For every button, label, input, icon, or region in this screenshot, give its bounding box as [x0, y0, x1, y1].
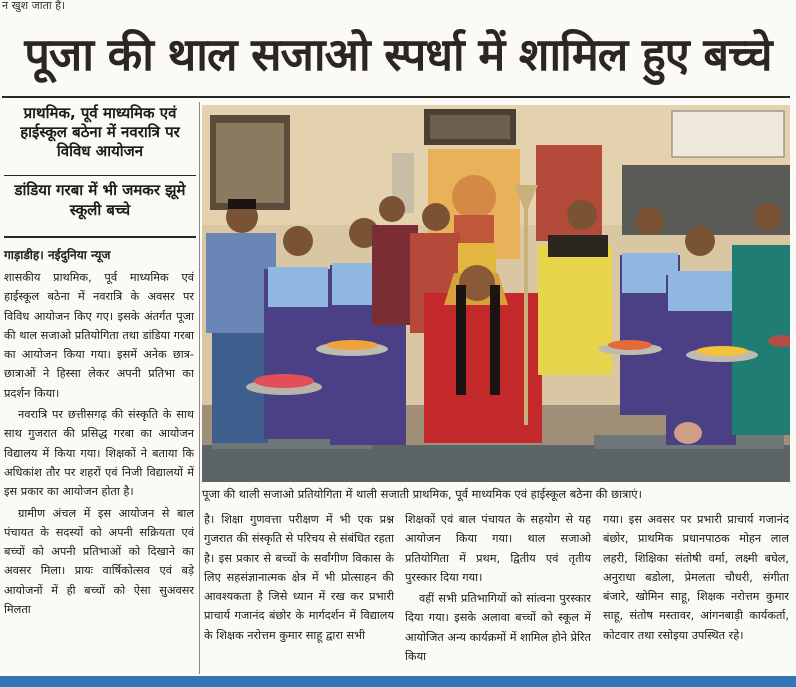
- subheading-divider: [4, 175, 196, 176]
- subheading-secondary: डांडिया गरबा में भी जमकर झूमे स्कूली बच्चे: [14, 181, 186, 219]
- article-column-1: [4, 268, 194, 676]
- paragraph: शिक्षकों एवं बाल पंचायत के सहयोग से यह आयोजन किया गया। थाल सजाओ प्रतियोगिता में प्रथम, द्वितीय एवं तृतीय पुरस्कार दिया गया।: [405, 513, 591, 584]
- photo-caption: पूजा की थाली सजाओ प्रतियोगिता में थाली सजाती प्राथमिक, पूर्व माध्यमिक एवं हाईस्कूल बठेना की छात्राएं।: [202, 487, 642, 501]
- paragraph: है। शिक्षा गुणवत्ता परीक्षण में भी एक प्रश्न गुजरात की संस्कृति से परिचय से संबंधित रहता है। इस प्रकार से बच्चों के सर्वांगीण विकास के लिए सहसंज्ञानात्मक क्षेत्र में भी प्रोत्साहन की आवश्यकता है जिसे ध्यान में रख कर प्रभारी प्राचार्य गजानंद बंछोर के मार्गदर्शन में विद्यालय के शिक्षक नरोत्तम कुमार साहू द्वारा सभी: [204, 513, 394, 642]
- article-column-2: [204, 510, 394, 670]
- photo-illustration: [202, 105, 790, 482]
- paragraph: वहीं सभी प्रतिभागियों को सांत्वना पुरस्कार दिया गया। इसके अलावा बच्चों को स्कूल में आयोजित अन्य कार्यक्रमों में शामिल होने प्रेरित किया: [405, 592, 591, 664]
- headline: पूजा की थाल सजाओ स्पर्धा में शामिल हुए बच्चे: [24, 28, 772, 81]
- dateline-divider: [4, 236, 196, 238]
- headline-rule: [2, 96, 790, 98]
- paragraph: नवरात्रि पर छत्तीसगढ़ की संस्कृति के साथ साथ गुजरात की प्रसिद्ध गरबा का आयोजन विद्यालय में किया गया। शिक्षकों ने बताया कि अधिकांश तौर पर शहरों एवं निजी विद्यालयों में इस प्रकार का आयोजन होता है।: [4, 408, 194, 499]
- paragraph: गया। इस अवसर पर प्रभारी प्राचार्य गजानंद बंछोर, प्राथमिक प्रधानपाठक मोहन लाल लहरी, शिक्षिका संतोषी वर्मा, लक्ष्मी बघेल, अनुराधा बडोला, प्रेमलता चौधरी, संगीता बंजारे, खोमिन साहू, शिक्षक नरोत्तम कुमार साहू, संतोष मस्तावर, आंगनबाड़ी कार्यकर्ता, कोटवार तथा रसोइया उपस्थित रहे।: [603, 513, 789, 642]
- column-divider: [199, 102, 200, 674]
- article-column-4: [603, 510, 789, 670]
- bottom-color-strip: [0, 676, 796, 687]
- top-strip-text: न खुश जाता है।: [2, 0, 66, 12]
- paragraph: ग्रामीण अंचल में इस आयोजन से बाल पंचायत के सदस्यों को अपनी सक्रियता एवं बच्चों को अपनी प्रतिभाओं को दिखाने का अवसर मिला। प्रायः वार्षिकोत्सव एवं बड़े आयोजनों में ही बच्चों को ऐसा सुअवसर मिलता: [4, 506, 194, 617]
- article-column-3: [405, 510, 591, 670]
- dateline: गाड़ाडीह। नईदुनिया न्यूज: [4, 248, 111, 262]
- subheading-primary: प्राथमिक, पूर्व माध्यमिक एवं हाईस्कूल बठेना में नवरात्रि पर विविध आयोजन: [20, 104, 180, 160]
- paragraph: शासकीय प्राथमिक, पूर्व माध्यमिक एवं हाईस्कूल बठेना में नवरात्रि के अवसर पर विविध आयोजन किए गए। इसके अंतर्गत पूजा की थाल सजाओ प्रतियोगिता तथा डांडिया गरबा का आयोजन किया गया। इसमें अनेक छात्र-छात्राओं ने हिस्सा लेकर अपनी प्रतिभा का प्रदर्शन किया।: [4, 271, 194, 400]
- news-photo: [202, 105, 790, 482]
